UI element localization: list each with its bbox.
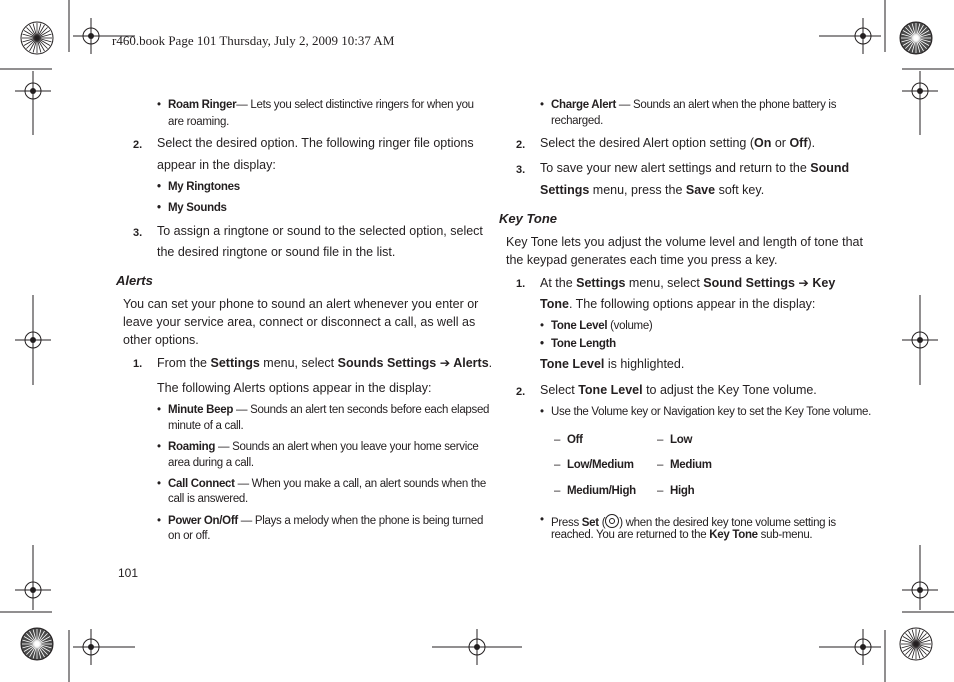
step-number: 3. xyxy=(516,164,526,176)
press-set-note: Press Set ( ) when the desired key tone volume setting is xyxy=(551,514,836,529)
r-step3-cont: Settings menu, press the Save soft key. xyxy=(540,183,765,197)
option-low: Low xyxy=(670,434,693,446)
call-connect-item: Call Connect — When you make a call, an alert sounds when the xyxy=(168,478,486,490)
press-set-note-cont: reached. You are returned to the Key Tone sub-menu. xyxy=(551,529,813,541)
step3-text: To assign a ringtone or sound to the selected option, select xyxy=(157,224,483,238)
step-number: 2. xyxy=(516,139,526,151)
step-number: 3. xyxy=(133,227,143,239)
option-dash: – xyxy=(554,485,561,497)
roaming-desc: area during a call. xyxy=(168,457,254,469)
charge-alert-desc: recharged. xyxy=(551,115,603,127)
r-step2: Select the desired Alert option setting (On or Off). xyxy=(540,136,816,150)
key-tone-heading: Key Tone xyxy=(499,211,558,226)
step-number: 2. xyxy=(133,139,143,151)
alerts-heading: Alerts xyxy=(116,273,153,288)
option-medium: Medium xyxy=(670,459,712,471)
option-dash: – xyxy=(657,485,664,497)
tone-level-item: Tone Level (volume) xyxy=(551,320,653,332)
option-dash: – xyxy=(657,434,664,446)
option-medium-high: Medium/High xyxy=(567,485,636,497)
key-tone-intro: the keypad generates each time you press a key. xyxy=(506,253,778,267)
kt-step1: At the Settings menu, select Sound Settings ➔ Key xyxy=(540,276,836,290)
option-off: Off xyxy=(567,434,583,446)
step3-text-cont: the desired ringtone or sound file in the list. xyxy=(157,245,396,259)
minute-beep-item: Minute Beep — Sounds an alert ten seconds before each elapsed xyxy=(168,404,490,416)
alerts-intro: other options. xyxy=(123,333,199,347)
call-connect-desc: call is answered. xyxy=(168,493,248,505)
power-item: Power On/Off — Plays a melody when the phone is being turned xyxy=(168,515,484,527)
power-desc: on or off. xyxy=(168,530,211,542)
key-tone-intro: Key Tone lets you adjust the volume level and length of tone that xyxy=(506,235,863,249)
minute-beep-desc: minute of a call. xyxy=(168,420,244,432)
page-number: 101 xyxy=(118,566,139,580)
tone-level-highlighted: Tone Level is highlighted. xyxy=(540,357,685,371)
option-dash: – xyxy=(554,459,561,471)
step2-text-cont: appear in the display: xyxy=(157,158,276,172)
roaming-item: Roaming — Sounds an alert when you leave your home service xyxy=(168,441,479,453)
option-low-medium: Low/Medium xyxy=(567,459,634,471)
option-high: High xyxy=(670,485,695,497)
kt-step1-cont: Tone. The following options appear in the display: xyxy=(540,297,816,311)
alerts-step1: From the Settings menu, select Sounds Settings ➔ Alerts. xyxy=(157,356,493,370)
my-ringtones-item: My Ringtones xyxy=(168,181,240,193)
step2-text: Select the desired option. The following ringer file options xyxy=(157,136,474,150)
my-sounds-item: My Sounds xyxy=(168,202,227,214)
alerts-follow: The following Alerts options appear in the display: xyxy=(157,381,432,395)
alerts-intro: leave your service area, connect or disconnect a call, as well as xyxy=(123,315,476,329)
roam-ringer-item: Roam Ringer— Lets you select distinctive ringers for when you xyxy=(168,99,474,111)
option-dash: – xyxy=(554,434,561,446)
option-dash: – xyxy=(657,459,664,471)
step-number: 2. xyxy=(516,386,526,398)
tone-length-item: Tone Length xyxy=(551,338,616,350)
alerts-intro: You can set your phone to sound an alert whenever you enter or xyxy=(123,297,479,311)
set-key-icon xyxy=(605,514,619,528)
step-number: 1. xyxy=(133,358,143,370)
kt-step2: Select Tone Level to adjust the Key Tone volume. xyxy=(540,383,817,397)
step-number: 1. xyxy=(516,278,526,290)
roam-ringer-desc: are roaming. xyxy=(168,116,229,128)
page-header: r460.book Page 101 Thursday, July 2, 2009 10:37 AM xyxy=(112,33,395,48)
r-step3: To save your new alert settings and return to the Sound xyxy=(540,161,850,175)
charge-alert-item: Charge Alert — Sounds an alert when the phone battery is xyxy=(551,99,837,111)
use-volume-note: Use the Volume key or Navigation key to set the Key Tone volume. xyxy=(551,406,872,418)
